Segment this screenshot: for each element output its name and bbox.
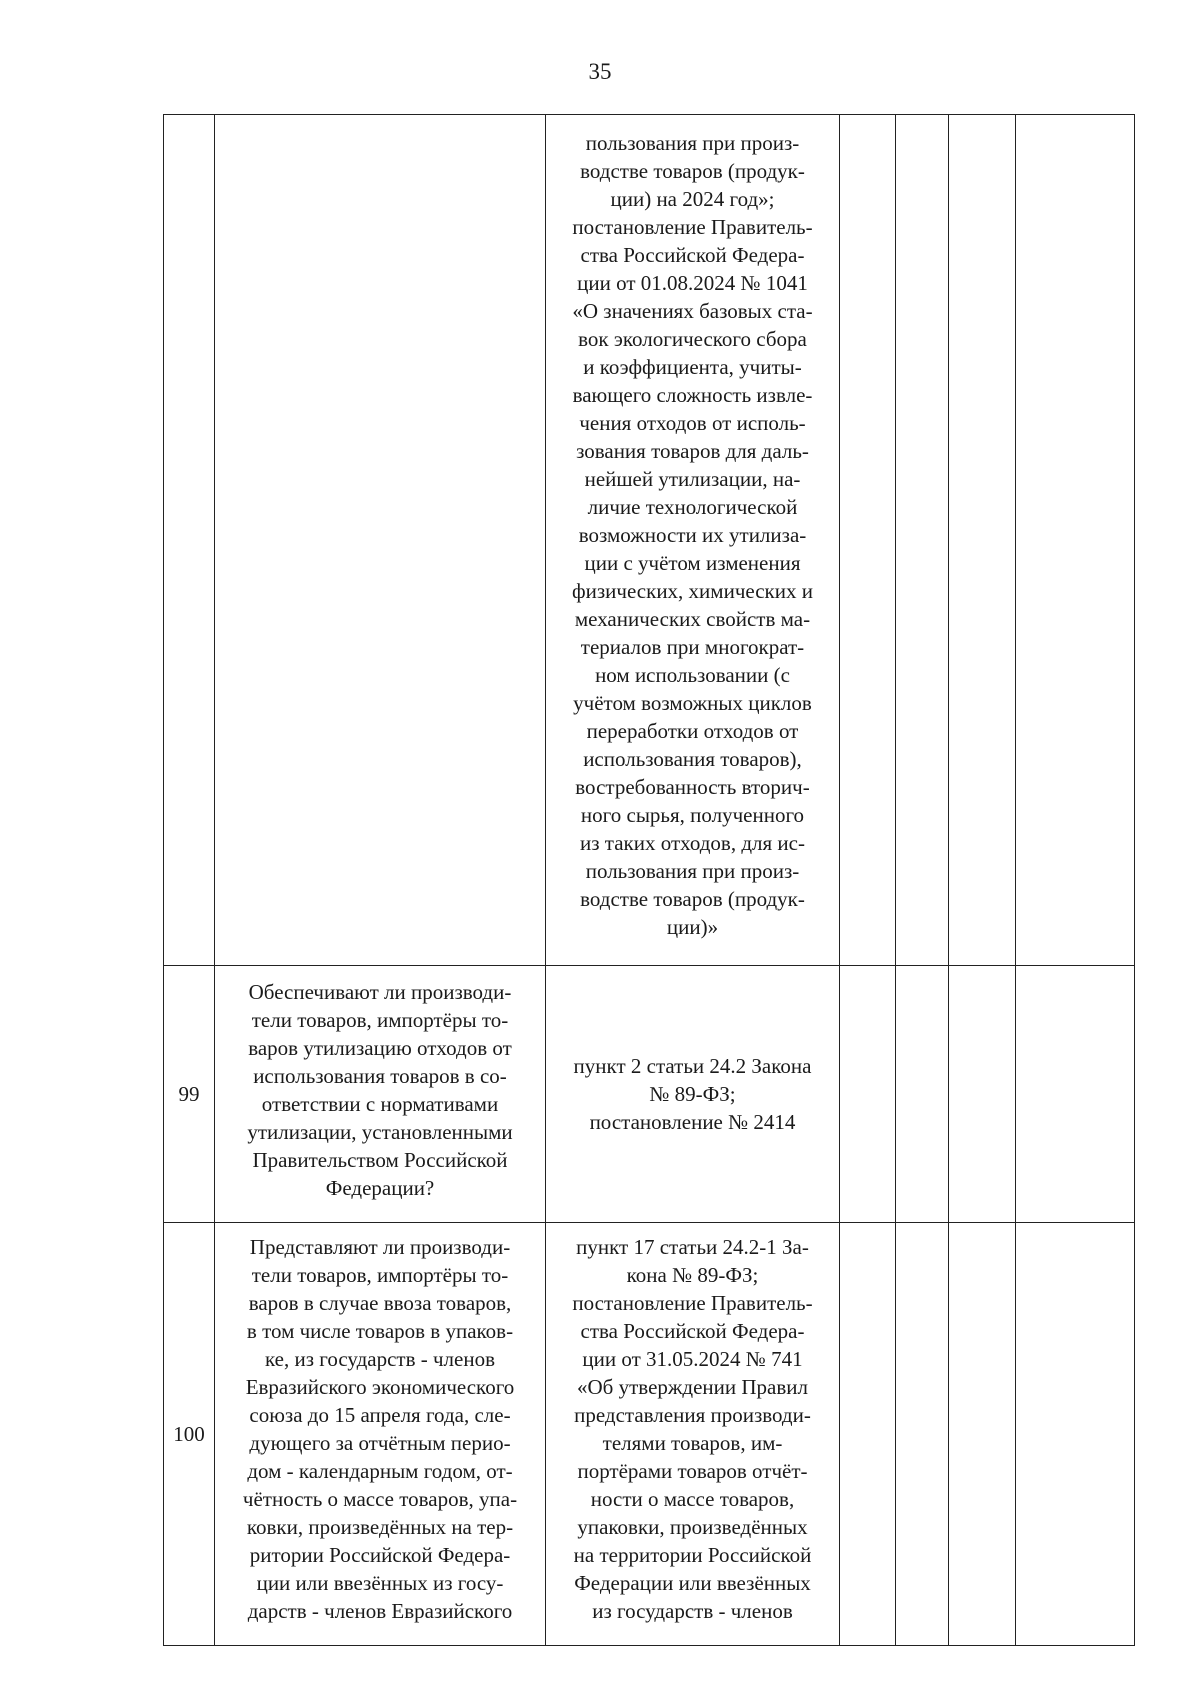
- cell-text-line: ства Российской Федера-: [580, 243, 805, 267]
- cell-text-line: тели товаров, импортёры то-: [251, 1263, 509, 1287]
- note-cell: [1016, 115, 1135, 966]
- cell-text-line: пункт 17 статьи 24.2-1 За-: [576, 1235, 809, 1259]
- table-row: [164, 115, 1135, 966]
- cell-text-line: дарств - членов Евразийского: [247, 1599, 513, 1623]
- item-number-cell: 100: [164, 1223, 215, 1646]
- table-row: [164, 1223, 1135, 1646]
- cell-text-line: Обеспечивают ли производи-: [248, 980, 512, 1004]
- checklist-table: [163, 114, 1135, 1646]
- cell-text-line: вающего сложность извле-: [572, 383, 813, 407]
- note-cell: [1016, 1223, 1135, 1646]
- cell-text-line: водстве товаров (продук-: [580, 887, 805, 911]
- cell-text-line: «О значениях базовых ста-: [572, 299, 813, 323]
- answer-no-cell: [896, 115, 949, 966]
- cell-text-line: ции с учётом изменения: [584, 551, 801, 575]
- cell-text-line: ции или ввезённых из госу-: [256, 1571, 504, 1595]
- cell-text-line: ритории Российской Федера-: [249, 1543, 511, 1567]
- cell-text-line: пользования при произ-: [585, 859, 800, 883]
- cell-text-line: и коэффициента, учиты-: [583, 355, 802, 379]
- cell-text-line: постановление Правитель-: [572, 215, 813, 239]
- question-cell: [215, 966, 546, 1223]
- cell-text-line: чётность о массе товаров, упа-: [242, 1487, 518, 1511]
- item-number-cell: 99: [164, 966, 215, 1223]
- cell-text-line: ковки, произведённых на тер-: [246, 1515, 514, 1539]
- cell-text-line: № 89-ФЗ;: [649, 1082, 736, 1106]
- cell-text-line: востребованность вторич-: [575, 775, 810, 799]
- cell-text-line: Представляют ли производи-: [249, 1235, 511, 1259]
- cell-text-line: личие технологической: [587, 495, 798, 519]
- cell-text-line: зования товаров для даль-: [576, 439, 809, 463]
- cell-text-line: механических свойств ма-: [574, 607, 811, 631]
- cell-text-line: ции от 31.05.2024 № 741: [582, 1347, 803, 1371]
- cell-text-line: вок экологического сбора: [578, 327, 807, 351]
- cell-text-line: портёрами товаров отчёт-: [577, 1459, 808, 1483]
- cell-text-line: телями товаров, им-: [602, 1431, 783, 1455]
- cell-text-line: переработки отходов от: [586, 719, 799, 743]
- cell-text-line: пользования при произ-: [585, 131, 800, 155]
- cell-text-line: Федерации или ввезённых: [574, 1571, 811, 1595]
- cell-text-line: ности о массе товаров,: [590, 1487, 795, 1511]
- cell-text-line: пункт 2 статьи 24.2 Закона: [573, 1054, 812, 1078]
- question-cell: [215, 1223, 546, 1646]
- cell-text-line: утилизации, установленными: [247, 1120, 513, 1144]
- answer-not-applicable-cell: [949, 1223, 1016, 1646]
- cell-text-line: Правительством Российской: [252, 1148, 508, 1172]
- legal-basis-cell: [546, 1223, 840, 1646]
- cell-text-line: физических, химических и: [572, 579, 813, 603]
- answer-yes-cell: [840, 115, 896, 966]
- cell-text-line: на территории Российской: [573, 1543, 812, 1567]
- cell-text-line: Евразийского экономического: [245, 1375, 515, 1399]
- answer-no-cell: [896, 1223, 949, 1646]
- cell-text-line: тели товаров, импортёры то-: [251, 1008, 509, 1032]
- cell-text-line: варов утилизацию отходов от: [248, 1036, 512, 1060]
- cell-text-line: ции от 01.08.2024 № 1041: [577, 271, 808, 295]
- cell-text-line: ке, из государств - членов: [264, 1347, 496, 1371]
- cell-text-line: постановление Правитель-: [572, 1291, 813, 1315]
- legal-basis-cell: [546, 966, 840, 1223]
- answer-yes-cell: [840, 1223, 896, 1646]
- cell-text-line: использования товаров),: [583, 747, 802, 771]
- cell-text-line: Федерации?: [325, 1176, 435, 1200]
- cell-text-line: чения отходов от исполь-: [579, 411, 806, 435]
- legal-basis-cell: [546, 115, 840, 966]
- answer-not-applicable-cell: [949, 115, 1016, 966]
- page-number: 35: [588, 59, 612, 84]
- cell-text-line: кона № 89-ФЗ;: [626, 1263, 759, 1287]
- cell-text-line: возможности их утилиза-: [578, 523, 807, 547]
- cell-text-line: дом - календарным годом, от-: [247, 1459, 513, 1483]
- cell-text-line: союза до 15 апреля года, сле-: [249, 1403, 511, 1427]
- cell-text-line: представления производи-: [574, 1403, 811, 1427]
- cell-text-line: ответствии с нормативами: [261, 1092, 499, 1116]
- item-number-cell: [164, 115, 215, 966]
- cell-text-line: дующего за отчётным перио-: [249, 1431, 511, 1455]
- cell-text-line: териалов при многократ-: [580, 635, 805, 659]
- cell-text-line: ного сырья, полученного: [580, 803, 805, 827]
- cell-text-line: ции)»: [666, 915, 719, 939]
- cell-text-line: в том числе товаров в упаков-: [246, 1319, 514, 1343]
- cell-text-line: ном использовании (с: [595, 663, 790, 687]
- cell-text-line: нейшей утилизации, на-: [584, 467, 801, 491]
- cell-text-line: ции) на 2024 год»;: [610, 187, 775, 211]
- question-cell: [215, 115, 546, 966]
- answer-yes-cell: [840, 966, 896, 1223]
- answer-not-applicable-cell: [949, 966, 1016, 1223]
- cell-text-line: из государств - членов: [592, 1599, 793, 1623]
- cell-text-line: использования товаров в со-: [253, 1064, 507, 1088]
- cell-text-line: ства Российской Федера-: [580, 1319, 805, 1343]
- cell-text-line: упаковки, произведённых: [577, 1515, 808, 1539]
- cell-text-line: «Об утверждении Правил: [577, 1375, 808, 1399]
- cell-text-line: варов в случае ввоза товаров,: [248, 1291, 512, 1315]
- cell-text-line: водстве товаров (продук-: [580, 159, 805, 183]
- answer-no-cell: [896, 966, 949, 1223]
- table-row: [164, 966, 1135, 1223]
- cell-text-line: учётом возможных циклов: [573, 691, 812, 715]
- note-cell: [1016, 966, 1135, 1223]
- cell-text-line: из таких отходов, для ис-: [580, 831, 805, 855]
- cell-text-line: постановление № 2414: [589, 1110, 796, 1134]
